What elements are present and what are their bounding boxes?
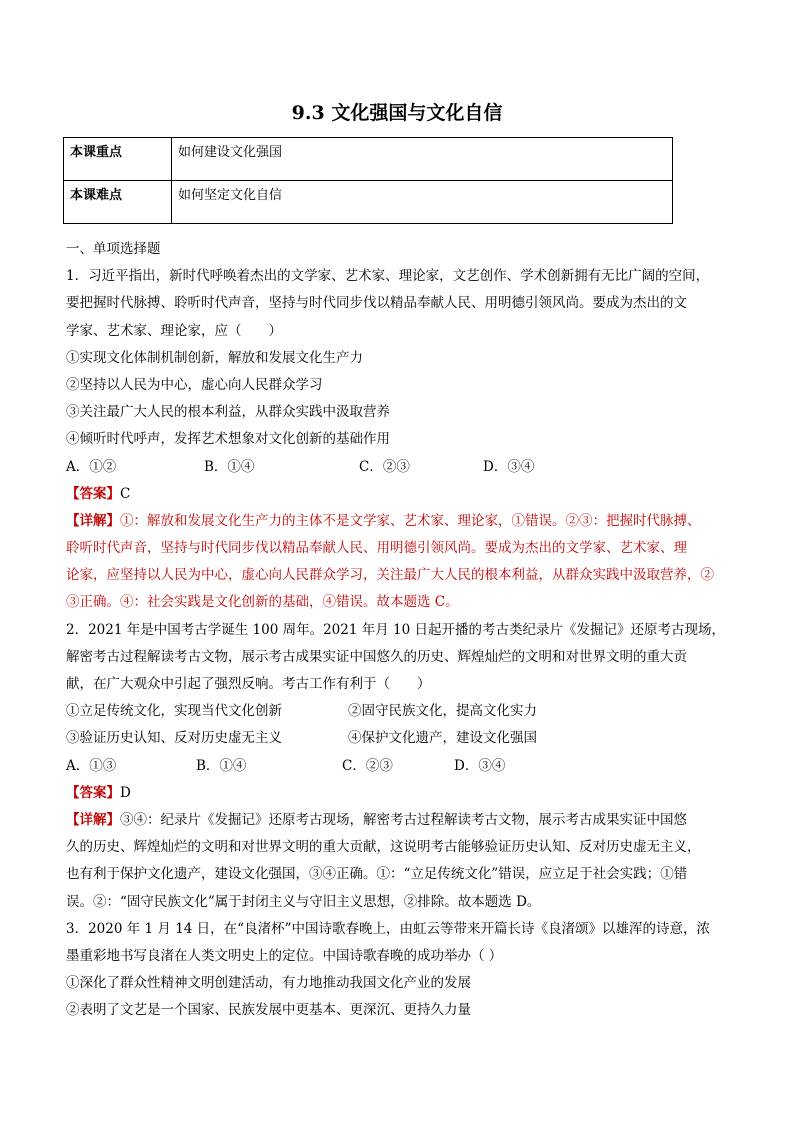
q1-detail-line: 论家，应坚持以人民为中心，虚心向人民群众学习，关注最广大人民的根本利益，从群众实践中汲取营养，②: [66, 567, 714, 584]
q1-detail-line: [66, 508, 730, 535]
q2-item: ④保护文化遗产，建设文化强国: [348, 730, 537, 747]
table-value: 如何建设文化强国: [172, 138, 673, 181]
detail-text: ①：解放和发展文化生产力的主体不是文学家、艺术家、理论家，①错误。②③：把握时代脉搏、: [120, 512, 701, 529]
q3-item: ②表明了文艺是一个国家、民族发展中更基本、更深沉、更持久力量: [66, 1002, 471, 1019]
q2-item: ②固守民族文化，提高文化实力: [348, 703, 537, 720]
table-row: [64, 181, 673, 224]
q1-item: ④倾听时代呼声，发挥艺术想象对文化创新的基础作用: [66, 431, 390, 448]
lesson-table: [63, 137, 673, 224]
answer-value: D: [120, 784, 131, 801]
q2-items-row: [66, 725, 730, 752]
q2-detail-line: 久的历史、辉煌灿烂的文明和对世界文明的重大贡献，这说明考古能够验证历史认知、反对历史虚无主义，: [66, 839, 701, 856]
table-key: 本课难点: [64, 181, 172, 224]
q1-item: ②坚持以人民为中心，虚心向人民群众学习: [66, 376, 323, 393]
q1-option-a: A．①②: [66, 458, 117, 475]
answer-label: 【答案】: [66, 784, 120, 801]
q2-detail-line: 误。②：“固守民族文化”属于封闭主义与守旧主义思想，②排除。故本题选 D。: [66, 893, 541, 910]
q1-option-d: D．③④: [483, 458, 535, 475]
section-heading: 一、单项选择题: [66, 241, 161, 257]
q1-item: ③关注最广大人民的根本利益，从群众实践中汲取营养: [66, 404, 390, 421]
detail-text: ③④：纪录片《发掘记》还原考古现场，解密考古过程解读考古文物，展示考古成果实证中国悠: [120, 811, 687, 828]
page-title: 9.3 文化强国与文化自信: [291, 102, 503, 124]
question-body: [66, 236, 730, 1024]
q1-detail-line: ③正确。④：社会实践是文化创新的基础，④错误。故本题选 C。: [66, 594, 459, 611]
q1-option-c: C．②③: [359, 458, 410, 475]
q2-options: [66, 753, 730, 780]
q2-stem-line: 2．2021 年是中国考古学诞生 100 周年。2021 年月 10 日起开播的考古类纪录片《发掘记》还原考古现场，: [66, 621, 725, 638]
detail-label: 【详解】: [66, 811, 120, 828]
q3-item: ①深化了群众性精神文明创建活动，有力地推动我国文化产业的发展: [66, 975, 471, 992]
q1-stem-line: 学家、艺术家、理论家，应（ ）: [66, 322, 282, 339]
q1-item: ①实现文化体制机制创新，解放和发展文化生产力: [66, 349, 363, 366]
q2-detail-line: 也有利于保护文化遗产，建设文化强国，③④正确。①：“立足传统文化”错误，应立足于社会实践；①错: [66, 866, 688, 883]
q1-options: [66, 454, 730, 481]
table-key: 本课重点: [64, 138, 172, 181]
q3-stem-line: 墨重彩地书写良渚在人类文明史上的定位。中国诗歌春晚的成功举办（ ）: [66, 947, 503, 964]
table-value: 如何坚定文化自信: [172, 181, 673, 224]
answer-value: C: [120, 485, 131, 502]
q3-stem-line: 3．2020 年 1 月 14 日，在“良渚杯”中国诗歌春晚上，由虹云等带来开篇长诗《良渚颂》以雄浑的诗意，浓: [66, 920, 710, 937]
q2-item: ③验证历史认知、反对历史虚无主义: [66, 730, 282, 747]
q1-answer: [66, 481, 730, 508]
q2-detail-line: [66, 807, 730, 834]
q2-stem-line: 献，在广大观众中引起了强烈反响。考古工作有利于（ ）: [66, 676, 431, 692]
q2-option-d: D．③④: [454, 757, 506, 774]
q1-stem-line: 要把握时代脉搏、聆听时代声音，坚持与时代同步伐以精品奉献人民、用明德引领风尚。要成为杰出的文: [66, 295, 687, 312]
q2-item: ①立足传统文化，实现当代文化创新: [66, 703, 282, 720]
detail-label: 【详解】: [66, 512, 120, 529]
q2-option-c: C．②③: [342, 757, 393, 774]
q1-detail-line: 聆听时代声音，坚持与时代同步伐以精品奉献人民、用明德引领风尚。要成为杰出的文学家、艺术家、理: [66, 540, 687, 557]
q2-items-row: [66, 698, 730, 725]
q2-stem-line: 解密考古过程解读考古文物，展示考古成果实证中国悠久的历史、辉煌灿烂的文明和对世界文明的重大贡: [66, 648, 687, 665]
q1-option-b: B．①④: [204, 458, 255, 475]
answer-label: 【答案】: [66, 485, 120, 502]
table-row: [64, 138, 673, 181]
q2-answer: [66, 780, 730, 807]
q1-stem-line: 1．习近平指出，新时代呼唤着杰出的文学家、艺术家、理论家，文艺创作、学术创新拥有无比广阔的空间，: [66, 268, 710, 285]
q2-option-b: B．①④: [196, 757, 247, 774]
q2-option-a: A．①③: [66, 757, 117, 774]
